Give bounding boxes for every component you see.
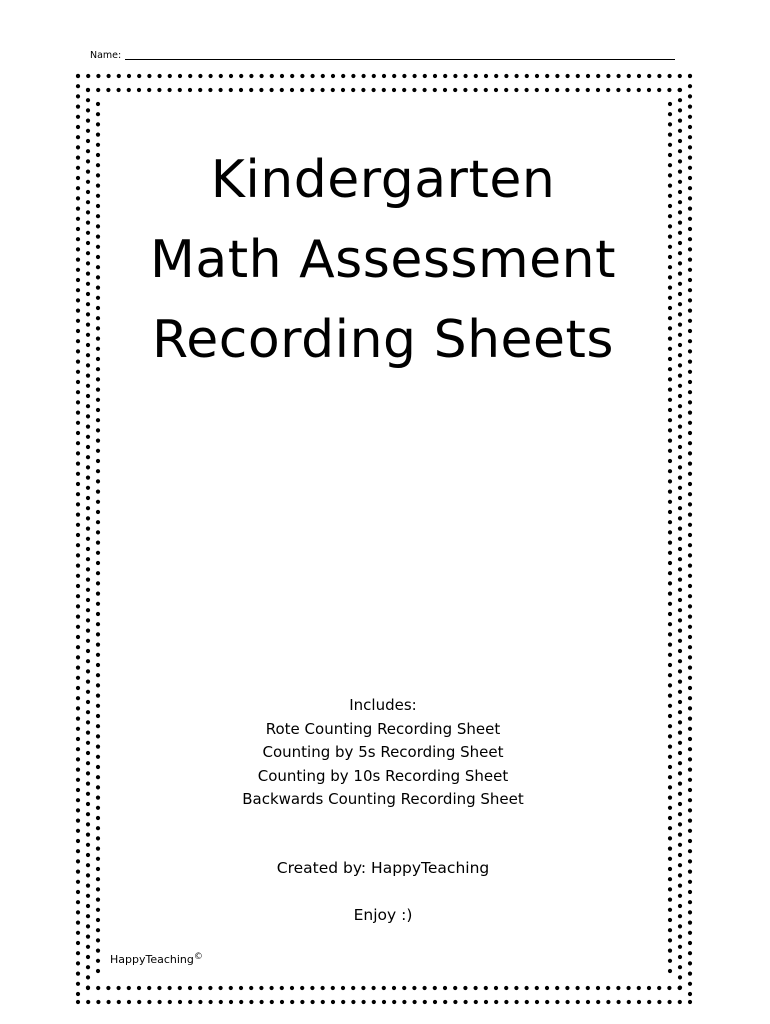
includes-item: Counting by 10s Recording Sheet (257, 766, 509, 785)
title-line: Math Assessment (149, 230, 617, 290)
page-title (100, 140, 666, 380)
footer-brand-name: HappyTeaching (110, 953, 194, 966)
copyright-symbol: © (193, 952, 203, 962)
created-by-text: Created by: HappyTeaching (276, 859, 490, 877)
title-line: Kindergarten (210, 150, 556, 210)
includes-heading: Includes: (349, 696, 417, 714)
footer-brand (110, 950, 203, 967)
includes-list (120, 694, 646, 812)
title-line: Recording Sheets (151, 310, 615, 370)
name-label: Name: (90, 50, 122, 61)
includes-item: Rote Counting Recording Sheet (265, 719, 501, 738)
includes-item: Counting by 5s Recording Sheet (262, 743, 504, 761)
enjoy-text: Enjoy :) (353, 906, 413, 924)
includes-item: Backwards Counting Recording Sheet (242, 790, 524, 808)
